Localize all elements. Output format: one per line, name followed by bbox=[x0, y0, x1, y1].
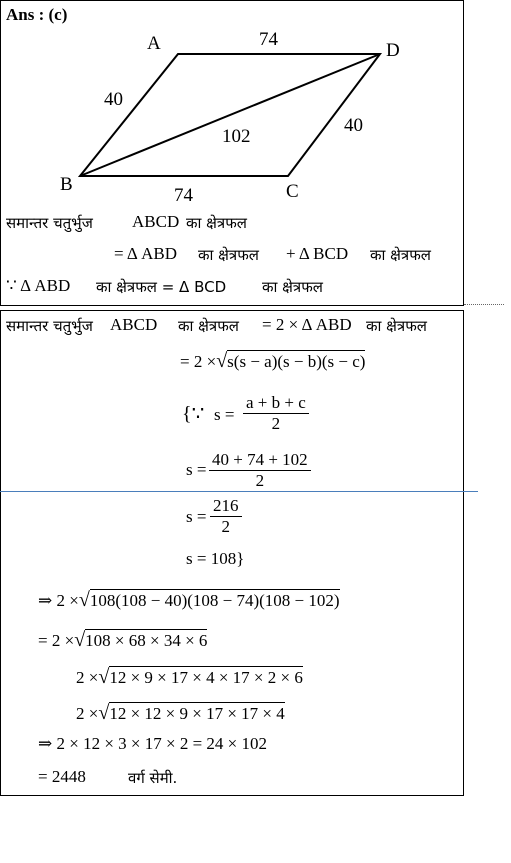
line4-two-abd: = 2 × Δ ABD bbox=[262, 315, 352, 334]
line1-hindi-area: का क्षेत्रफल bbox=[186, 214, 247, 232]
label-diagonal-bd: 102 bbox=[222, 126, 251, 147]
line3-area-eq-bcd: का क्षेत्रफल = Δ BCD bbox=[96, 278, 227, 296]
heron-formula: = 2 ×√s(s − a)(s − b)(s − c) bbox=[180, 350, 366, 372]
step3: 2 ×√12 × 9 × 17 × 4 × 17 × 2 × 6 bbox=[76, 666, 303, 688]
vertex-b: B bbox=[60, 174, 73, 195]
line3-area: का क्षेत्रफल bbox=[262, 278, 323, 296]
step1: ⇒ 2 ×√108(108 − 40)(108 − 74)(108 − 102) bbox=[38, 589, 340, 611]
line4-hindi-area2: का क्षेत्रफल bbox=[366, 317, 427, 335]
step4-radicand: 12 × 12 × 9 × 17 × 17 × 4 bbox=[109, 704, 285, 723]
line3-since-abd: ∵ Δ ABD bbox=[6, 276, 71, 295]
heron-radicand: s(s − a)(s − b)(s − c) bbox=[227, 352, 366, 371]
s-def-denominator: 2 bbox=[271, 414, 281, 433]
blue-divider bbox=[0, 491, 478, 492]
label-side-ad: 74 bbox=[259, 29, 278, 50]
label-side-bc: 74 bbox=[174, 185, 193, 206]
s1-numerator: 40 + 74 + 102 bbox=[209, 450, 311, 471]
line2-area2: का क्षेत्रफल bbox=[370, 246, 431, 264]
step3-radicand: 12 × 9 × 17 × 4 × 17 × 2 × 6 bbox=[109, 668, 303, 687]
line2-bcd: + Δ BCD bbox=[286, 244, 349, 263]
s1-fraction bbox=[209, 450, 311, 491]
s-def-var: s = bbox=[214, 405, 235, 424]
step2-prefix: = 2 × bbox=[38, 631, 75, 650]
step5: ⇒ 2 × 12 × 3 × 17 × 2 = 24 × 102 bbox=[38, 734, 268, 753]
step1-radicand: 108(108 − 40)(108 − 74)(108 − 102) bbox=[89, 591, 340, 610]
step1-prefix: ⇒ 2 × bbox=[38, 591, 79, 610]
s-def-brace: {∵ bbox=[182, 403, 205, 425]
step6-value: = 2448 bbox=[38, 767, 86, 786]
vertex-a: A bbox=[147, 33, 161, 54]
step2-radicand: 108 × 68 × 34 × 6 bbox=[85, 631, 208, 650]
step3-prefix: 2 × bbox=[76, 668, 99, 687]
step6-unit: वर्ग सेमी. bbox=[128, 769, 178, 787]
line1-abcd: ABCD bbox=[132, 212, 180, 231]
step4-prefix: 2 × bbox=[76, 704, 99, 723]
line4-hindi: समान्तर चतुर्भुज bbox=[6, 317, 93, 335]
line4-hindi-area: का क्षेत्रफल bbox=[178, 317, 239, 335]
s2-denominator: 2 bbox=[221, 517, 230, 536]
s1-denominator: 2 bbox=[255, 471, 265, 490]
vertex-c: C bbox=[286, 181, 299, 202]
line4-abcd: ABCD bbox=[110, 315, 158, 334]
label-side-ab: 40 bbox=[104, 89, 123, 110]
line2-abd: = Δ ABD bbox=[114, 244, 178, 263]
s1-var: s = bbox=[186, 460, 207, 479]
s2-var: s = bbox=[186, 507, 207, 526]
vertex-d: D bbox=[386, 40, 400, 61]
s3-value: s = 108} bbox=[186, 549, 245, 568]
s-def-numerator: a + b + c bbox=[243, 393, 309, 414]
s2-fraction bbox=[210, 496, 242, 537]
answer-label: Ans : (c) bbox=[6, 5, 68, 24]
line2-area1: का क्षेत्रफल bbox=[198, 246, 259, 264]
label-side-dc: 40 bbox=[344, 115, 363, 136]
heron-prefix: = 2 × bbox=[180, 352, 217, 371]
s2-numerator: 216 bbox=[210, 496, 242, 517]
s-def-fraction bbox=[243, 393, 309, 434]
dotted-divider bbox=[464, 304, 504, 305]
line1-hindi: समान्तर चतुर्भुज bbox=[6, 214, 93, 232]
step2: = 2 ×√108 × 68 × 34 × 6 bbox=[38, 629, 208, 651]
step4: 2 ×√12 × 12 × 9 × 17 × 17 × 4 bbox=[76, 702, 285, 724]
